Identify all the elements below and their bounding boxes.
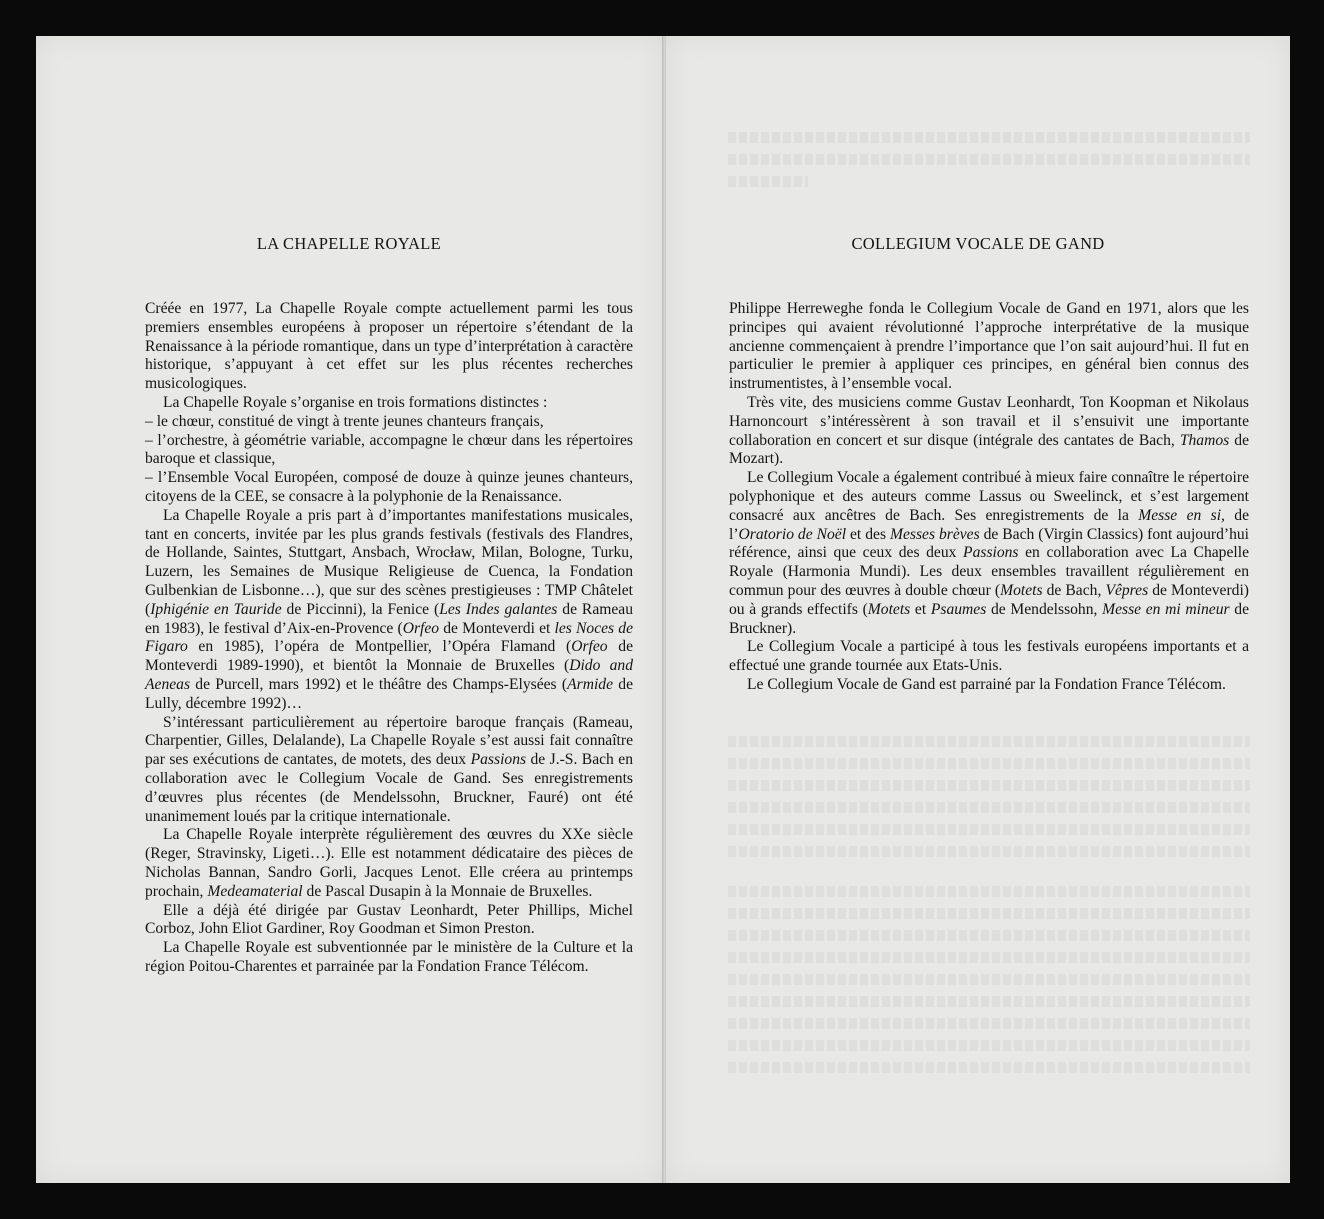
show-through-line xyxy=(728,824,1250,835)
right-paragraph-sponsor: Le Collegium Vocale de Gand est parrainé par la Fondation France Télécom. xyxy=(747,675,1226,693)
left-paragraph-sponsors: La Chapelle Royale est subventionnée par le ministère de la Culture et la région Poitou-Charentes et parrainée par la Fondation France Télécom. xyxy=(145,939,633,975)
show-through-line xyxy=(728,1062,1250,1073)
show-through-line xyxy=(728,952,1250,963)
left-list-item-choir: – le chœur, constitué de vingt à trente jeunes chanteurs français, xyxy=(145,412,544,430)
left-paragraph-conductors: Elle a déjà été dirigée par Gustav Leonhardt, Peter Phillips, Michel Corboz, John Eliot Gardiner, Roy Goodman et Simon Preston. xyxy=(145,901,633,938)
show-through-line xyxy=(728,736,1250,747)
right-heading: COLLEGIUM VOCALE DE GAND xyxy=(851,234,1105,253)
left-page xyxy=(36,36,662,1183)
show-through-line xyxy=(728,780,1250,791)
show-through-line xyxy=(728,974,1250,985)
left-paragraph-2: La Chapelle Royale s’organise en trois formations distinctes : xyxy=(163,393,548,411)
show-through-line xyxy=(728,908,1250,919)
show-through-line xyxy=(728,846,1250,857)
show-through-line xyxy=(728,802,1250,813)
left-paragraph-repertoire: S’intéressant particulièrement au répertoire baroque français (Rameau, Charpentier, Gilles, Delalande), La Chapelle Royale s’est aussi fait connaître par ses exécutions de cantates, de motets, des deux Passions de J.-S. Bach en collaboration avec le Collegium Vocale de Gand. Ses enregistrements d’œuvres plus récentes (de Mendelssohn, Bruckner, Fauré) ont été unanimement loués par la critique internationale. xyxy=(145,713,633,825)
show-through-line xyxy=(728,1040,1250,1051)
show-through-line xyxy=(728,132,1250,143)
right-body-text xyxy=(729,300,1249,695)
right-paragraph-repertoire: Le Collegium Vocale a également contribué à mieux faire connaître le répertoire polyphonique et des auteurs comme Lassus ou Sweelinck, et s’est largement consacré aux ancêtres de Bach. Ses enregistrements de la Messe en si, de l’Oratorio de Noël et des Messes brèves de Bach (Virgin Classics) font aujourd’hui référence, ainsi que ceux des deux Passions en collaboration avec La Chapelle Royale (Harmonia Mundi). Les deux ensembles travaillent régulièrement en commun pour des œuvres à double chœur (Motets de Bach, Vêpres de Monteverdi) ou à grands effectifs (Motets et Psaumes de Mendelssohn, Messe en mi mineur de Bruckner). xyxy=(729,469,1249,637)
left-heading: LA CHAPELLE ROYALE xyxy=(256,234,442,253)
left-paragraph-20th-century: La Chapelle Royale interprète régulièrement des œuvres du XXe siècle (Reger, Stravinsky, Ligeti…). Elle est notamment dédicataire des pièces de Nicholas Bannan, Sandro Gorli, Jacques Lenot. Elle créera au printemps prochain, Medeamaterial de Pascal Dusapin à la Monnaie de Bruxelles. xyxy=(145,826,633,900)
left-list-item-orchestra: – l’orchestre, à géométrie variable, accompagne le chœur dans les répertoires baroque et classique, xyxy=(145,431,633,468)
left-paragraph-performances: La Chapelle Royale a pris part à d’importantes manifestations musicales, tant en concerts, invitée par les plus grands festivals (festivals des Flandres, de Hollande, Saintes, Stuttgart, Ansbach, Wrocław, Milan, Bologne, Turku, Luzern, les Semaines de Musique Religieuse de Cuenca, la Fondation Gulbenkian de Lisbonne…), que sur des scènes prestigieuses : TMP Châtelet (Iphigénie en Tauride de Piccinni), la Fenice (Les Indes galantes de Rameau en 1983), le festival d’Aix-en-Provence (Orfeo de Monteverdi et les Noces de Figaro en 1985), l’opéra de Montpellier, l’Opéra Flamand (Orfeo de Monteverdi 1989-1990), et bientôt la Monnaie de Bruxelles (Dido and Aeneas de Purcell, mars 1992) et le théâtre des Champs-Elysées (Armide de Lully, décembre 1992)… xyxy=(145,506,634,712)
right-page xyxy=(666,36,1290,1183)
right-paragraph-festivals: Le Collegium Vocale a participé à tous les festivals européens importants et a effectué une grande tournée aux Etats-Unis. xyxy=(729,638,1249,675)
left-paragraph-1: Créée en 1977, La Chapelle Royale compte actuellement parmi les tous premiers ensembles européens à proposer un répertoire s’étendant de la Renaissance à la période romantique, dans un type d’interprétation à caractère historique, s’appuyant à cet effet sur les plus récentes recherches musicologiques. xyxy=(145,300,633,393)
show-through-line xyxy=(728,996,1250,1007)
right-paragraph-1: Philippe Herreweghe fonda le Collegium Vocale de Gand en 1971, alors que les principes qui avaient révolutionné l’approche interprétative de la musique ancienne commençaient à prendre l’importance que l’on sait aujourd’hui. Il fut en particulier le premier à appliquer ces principes, en général bien connus des instrumentistes, à l’ensemble vocal. xyxy=(729,300,1249,393)
show-through-line xyxy=(728,154,1250,165)
show-through-line xyxy=(728,758,1250,769)
show-through-line xyxy=(728,176,808,187)
show-through-line xyxy=(728,930,1250,941)
show-through-line xyxy=(728,886,1250,897)
right-paragraph-collaboration: Très vite, des musiciens comme Gustav Leonhardt, Ton Koopman et Nikolaus Harnoncourt s’intéressèrent à son travail et il s’ensuivit une importante collaboration en concert et sur disque (intégrale des cantates de Bach, Thamos de Mozart). xyxy=(729,393,1249,468)
show-through-line xyxy=(728,1018,1250,1029)
left-list-item-ensemble: – l’Ensemble Vocal Européen, composé de douze à quinze jeunes chanteurs, citoyens de la CEE, se consacre à la polyphonie de la Renaissance. xyxy=(145,469,633,505)
show-through-ghost xyxy=(264,154,273,192)
left-body-text xyxy=(145,300,633,977)
